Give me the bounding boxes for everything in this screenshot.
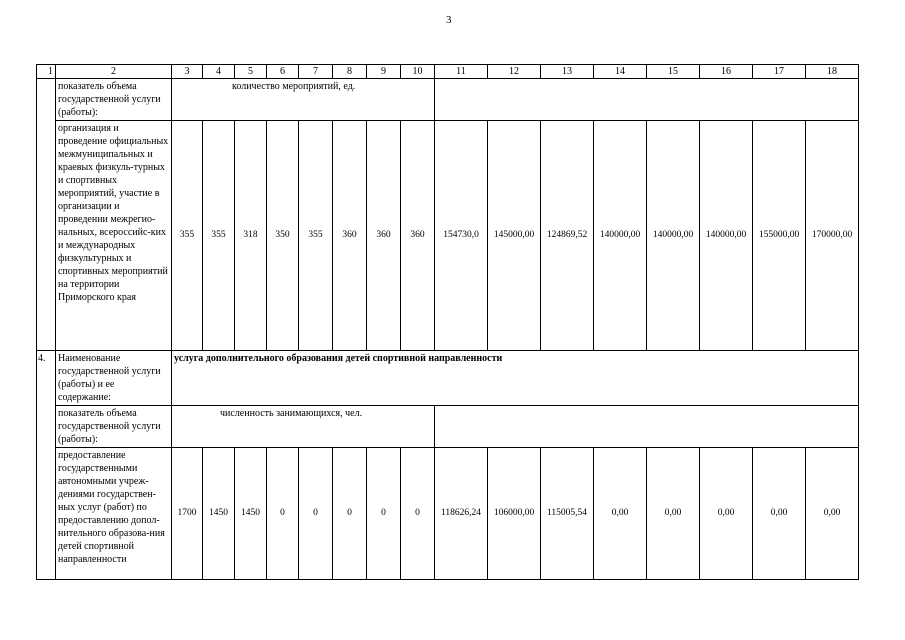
header-cell: 17 xyxy=(753,65,806,79)
value-cell: 154730,0 xyxy=(435,121,488,351)
value-cell: 318 xyxy=(235,121,267,351)
value-cell: 106000,00 xyxy=(488,448,541,580)
header-row xyxy=(37,65,859,79)
header-cell: 8 xyxy=(333,65,367,79)
service-description: организация и проведение официальных межмуниципальных и краевых физкуль-турных и спортивных мероприятий, участие в организации и проведении межрегио-нальных, всероссийс-ких и международных физкультурных и спортивных мероприятий на территории Приморского края xyxy=(56,121,172,351)
value-cell: 0,00 xyxy=(753,448,806,580)
table-row xyxy=(37,406,859,448)
number-cell xyxy=(37,79,56,351)
value-cell: 0,00 xyxy=(700,448,753,580)
value-cell: 350 xyxy=(267,121,299,351)
value-cell: 140000,00 xyxy=(700,121,753,351)
header-cell: 11 xyxy=(435,65,488,79)
value-cell: 1450 xyxy=(235,448,267,580)
table-row xyxy=(37,448,859,580)
value-cell: 115005,54 xyxy=(541,448,594,580)
header-cell: 5 xyxy=(235,65,267,79)
value-cell: 355 xyxy=(203,121,235,351)
value-cell: 118626,24 xyxy=(435,448,488,580)
value-cell: 360 xyxy=(367,121,401,351)
value-cell: 360 xyxy=(401,121,435,351)
value-cell: 0,00 xyxy=(806,448,859,580)
service-description: предоставление государственными автономными учреж-дениями государствен-ных услуг (работ) по предоставлению допол-нительного образова-ния детей спортивной направленности xyxy=(56,448,172,580)
page-number: 3 xyxy=(446,14,452,26)
value-cell: 355 xyxy=(299,121,333,351)
row-number: 4. xyxy=(37,351,56,580)
header-cell: 6 xyxy=(267,65,299,79)
header-cell: 16 xyxy=(700,65,753,79)
header-cell: 12 xyxy=(488,65,541,79)
value-cell: 360 xyxy=(333,121,367,351)
header-cell: 14 xyxy=(594,65,647,79)
table-row xyxy=(37,79,859,121)
value-cell: 0 xyxy=(401,448,435,580)
service-name-label: Наименование государственной услуги (работы) и ее содержание: xyxy=(56,351,172,406)
value-cell: 170000,00 xyxy=(806,121,859,351)
value-cell: 140000,00 xyxy=(647,121,700,351)
value-cell: 0 xyxy=(367,448,401,580)
value-cell: 124869,52 xyxy=(541,121,594,351)
header-cell: 3 xyxy=(172,65,203,79)
header-cell: 9 xyxy=(367,65,401,79)
header-cell: 15 xyxy=(647,65,700,79)
volume-indicator-label: показатель объема государственной услуги (работы): xyxy=(56,79,172,121)
value-cell: 145000,00 xyxy=(488,121,541,351)
value-cell: 140000,00 xyxy=(594,121,647,351)
value-cell: 1700 xyxy=(172,448,203,580)
value-cell: 155000,00 xyxy=(753,121,806,351)
value-cell: 0 xyxy=(333,448,367,580)
header-cell: 13 xyxy=(541,65,594,79)
header-cell: 1 xyxy=(37,65,56,79)
value-cell: 0 xyxy=(267,448,299,580)
header-cell: 4 xyxy=(203,65,235,79)
empty-cell xyxy=(435,406,859,448)
volume-unit: количество мероприятий, ед. xyxy=(172,79,435,121)
header-cell: 10 xyxy=(401,65,435,79)
header-cell: 7 xyxy=(299,65,333,79)
value-cell: 0 xyxy=(299,448,333,580)
volume-unit: численность занимающихся, чел. xyxy=(172,406,435,448)
table-row xyxy=(37,351,859,406)
table-row xyxy=(37,121,859,351)
header-cell: 18 xyxy=(806,65,859,79)
data-table xyxy=(36,64,859,580)
value-cell: 1450 xyxy=(203,448,235,580)
value-cell: 0,00 xyxy=(647,448,700,580)
empty-cell xyxy=(435,79,859,121)
volume-indicator-label: показатель объема государственной услуги (работы): xyxy=(56,406,172,448)
header-cell: 2 xyxy=(56,65,172,79)
service-name-value: услуга дополнительного образования детей спортивной направленности xyxy=(172,351,859,406)
value-cell: 0,00 xyxy=(594,448,647,580)
value-cell: 355 xyxy=(172,121,203,351)
